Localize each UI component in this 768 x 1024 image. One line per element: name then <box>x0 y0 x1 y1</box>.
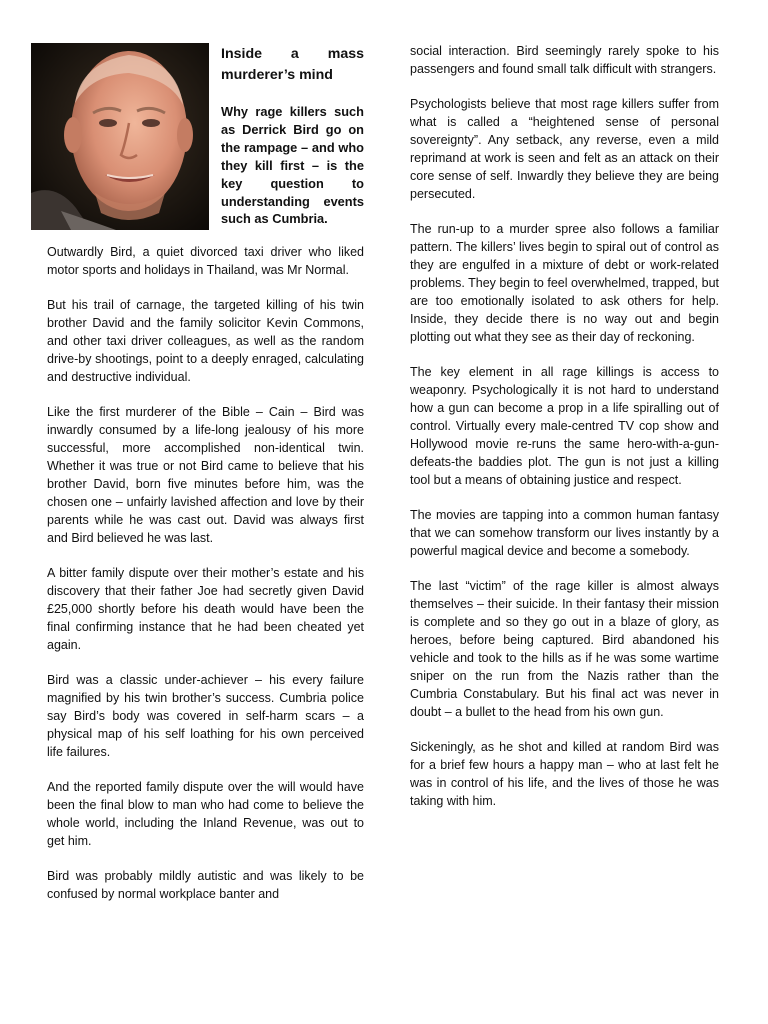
paragraph: The key element in all rage killings is access to weaponry. Psychologically it is not hard to understand how a gun can become a prop in a life spiralling out of control. Virtually every male-centred TV cop show and Hollywood movie re-runs the same hero-with-a-gun-defeats-the baddies plot. The gun is not just a killing tool but a means of obtaining justice and respect. <box>410 365 719 487</box>
paragraph: Bird was probably mildly autistic and was likely to be confused by normal workplace banter and <box>47 869 364 902</box>
article-standfirst: Why rage killers such as Derrick Bird go on the rampage – and who they kill first – is the key question to understanding events such as Cumbria. <box>221 104 364 227</box>
portrait-photo <box>31 43 209 230</box>
paragraph: Sickeningly, as he shot and killed at random Bird was for a brief few hours a happy man – who at last felt he was in control of his life, and the lives of those he was taking with him. <box>410 739 719 808</box>
paragraph: social interaction. Bird seemingly rarely spoke to his passengers and found small talk difficult with strangers. <box>410 44 719 76</box>
paragraph: Outwardly Bird, a quiet divorced taxi driver who liked motor sports and holidays in Thailand, was Mr Normal. <box>47 245 364 277</box>
paragraph: And the reported family dispute over the will would have been the final blow to man who had come to believe the whole world, including the Inland Revenue, was out to get him. <box>47 780 364 848</box>
paragraph: The last “victim” of the rage killer is almost always themselves – their suicide. In their fantasy their mission is complete and so they go out in a blaze of glory, as heroes, before being captured. Bird abandoned his vehicle and took to the hills as if he was some wartime sniper on the run from the Nazis rather than the Cumbria Constabulary. But his final act was never in doubt – a bullet to the head from his own gun. <box>410 579 719 719</box>
article-title: Inside a mass murderer’s mind <box>221 46 364 83</box>
paragraph: A bitter family dispute over their mother’s estate and his discovery that their father Joe had secretly given David £25,000 shortly before his death would have been the final confirming instance that he had been cheated yet again. <box>47 566 364 652</box>
paragraph: The movies are tapping into a common human fantasy that we can somehow transform our lives instantly by a powerful magical device and become a somebody. <box>410 507 719 558</box>
paragraph: But his trail of carnage, the targeted killing of his twin brother David and the family solicitor Kevin Commons, and other taxi driver colleagues, as well as the random drive-by shootings, point to a deeply enraged, calculating and destructive individual. <box>47 298 364 384</box>
left-column <box>47 244 364 922</box>
paragraph: The run-up to a murder spree also follows a familiar pattern. The killers’ lives begin to spiral out of control as they are engulfed in a mixture of debt or work-related problems. They begin to feel overwhelmed, trapped, but are too emotionally isolated to ask others for help. Inside, they decide there is no way out and begin plotting out what they see as their day of reckoning. <box>410 222 719 344</box>
portrait-illustration <box>31 43 209 230</box>
right-column <box>410 43 719 828</box>
paragraph: Like the first murderer of the Bible – Cain – Bird was inwardly consumed by a life-long jealousy of his more successful, more accomplished non-identical twin. Whether it was true or not Bird came to believe that his brother David, born five minutes before him, was the chosen one – unfairly lavished affection and love by their parents while he was cast out. David was always first and Bird believed he was last. <box>47 405 364 545</box>
paragraph: Psychologists believe that most rage killers suffer from what is called a “heightened sense of personal sovereignty”. Any setback, any reverse, even a mild reprimand at work is seen and felt as an attack on their core sense of self. Inwardly they believe they are being persecuted. <box>410 97 719 201</box>
paragraph: Bird was a classic under-achiever – his every failure magnified by his twin brother’s success. Cumbria police say Bird’s body was covered in self-harm scars – a physical map of his self loathing for his own perceived life failures. <box>47 673 364 759</box>
